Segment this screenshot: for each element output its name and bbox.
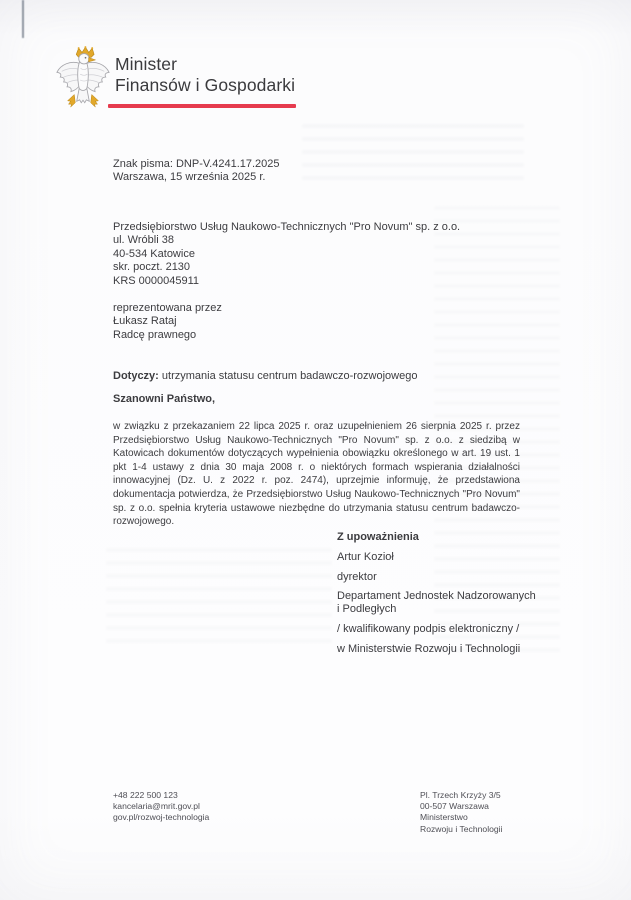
represented-by-label: reprezentowana przez	[113, 302, 222, 314]
footer-address	[420, 790, 502, 835]
ministry-title-line2: Finansów i Gospodarki	[115, 75, 296, 95]
recipient-representative	[113, 302, 222, 342]
subject-line	[113, 370, 417, 383]
recipient-street: ul. Wróbli 38	[113, 234, 174, 247]
representative-title: Radcę prawnego	[113, 328, 197, 341]
signatory-ministry: w Ministerstwie Rozwoju i Technologii	[337, 642, 521, 655]
representative-name: Łukasz Rataj	[113, 315, 177, 328]
footer-contact	[113, 790, 209, 824]
signatory-department	[337, 590, 547, 616]
red-divider-line	[108, 104, 296, 108]
footer-email: kancelaria@mrit.gov.pl	[113, 801, 200, 812]
ministry-title-line1: Minister	[115, 54, 178, 74]
signatory-department-line2: i Podległych	[337, 603, 397, 616]
footer-website: gov.pl/rozwoj-technologia	[113, 812, 210, 823]
scan-edge-artifact	[22, 0, 24, 38]
footer-phone: +48 222 500 123	[113, 790, 178, 800]
bleedthrough-text-top	[302, 124, 524, 186]
signature-block	[337, 531, 547, 663]
subject-text: utrzymania statusu centrum badawczo-rozwojowego	[158, 370, 418, 382]
subject-label: Dotyczy:	[113, 370, 159, 382]
salutation: Szanowni Państwo,	[113, 393, 216, 405]
body-paragraph: w związku z przekazaniem 22 lipca 2025 r. oraz uzupełnieniem 26 sierpnia 2025 r. przez Przedsiębiorstwo Usług Naukowo-Technicznych "Pro Novum" sp. z o.o. z siedzibą w Katowicach dokumentów dotyczących wypełnienia obowiązku określonego w art. 19 ust. 1 pkt 1-4 ustawy z dnia 30 maja 2008 r. o niektórych formach wspierania działalności innowacyjnej (Dz. U. z 2022 r. poz. 2474), uprzejmie informuję, że przedstawiona dokumentacja potwierdza, że Przedsiębiorstwo Usług Naukowo-Technicznych "Pro Novum" sp. z o.o. spełnia kryteria ustawowe niezbędne do utrzymania statusu centrum badawczo-rozwojowego.	[113, 421, 520, 528]
recipient-city: 40-534 Katowice	[113, 247, 195, 260]
footer-address-line2: 00-507 Warszawa	[420, 801, 489, 812]
ministry-title	[115, 54, 295, 96]
electronic-signature-note: / kwalifikowany podpis elektroniczny /	[337, 623, 520, 636]
letter-meta	[113, 158, 280, 185]
signature-authorization: Z upoważnienia	[337, 531, 419, 543]
recipient-krs: KRS 0000045911	[113, 274, 200, 287]
polish-eagle-emblem-icon	[54, 45, 112, 115]
signatory-department-line1: Departament Jednostek Nadzorowanych	[337, 590, 536, 603]
signatory-name: Artur Kozioł	[337, 550, 394, 563]
recipient-address	[113, 221, 460, 288]
footer-address-line4: Rozwoju i Technologii	[420, 823, 503, 834]
place-and-date: Warszawa, 15 września 2025 r.	[113, 171, 266, 184]
footer-address-line1: Pl. Trzech Krzyży 3/5	[420, 790, 501, 800]
recipient-po-box: skr. poczt. 2130	[113, 261, 191, 274]
footer-address-line3: Ministerstwo	[420, 812, 468, 823]
reference-number: Znak pisma: DNP-V.4241.17.2025	[113, 158, 280, 170]
recipient-company: Przedsiębiorstwo Usług Naukowo-Technicznych "Pro Novum" sp. z o.o.	[113, 221, 461, 233]
signatory-position: dyrektor	[337, 570, 377, 583]
bleedthrough-text-left	[106, 548, 332, 648]
